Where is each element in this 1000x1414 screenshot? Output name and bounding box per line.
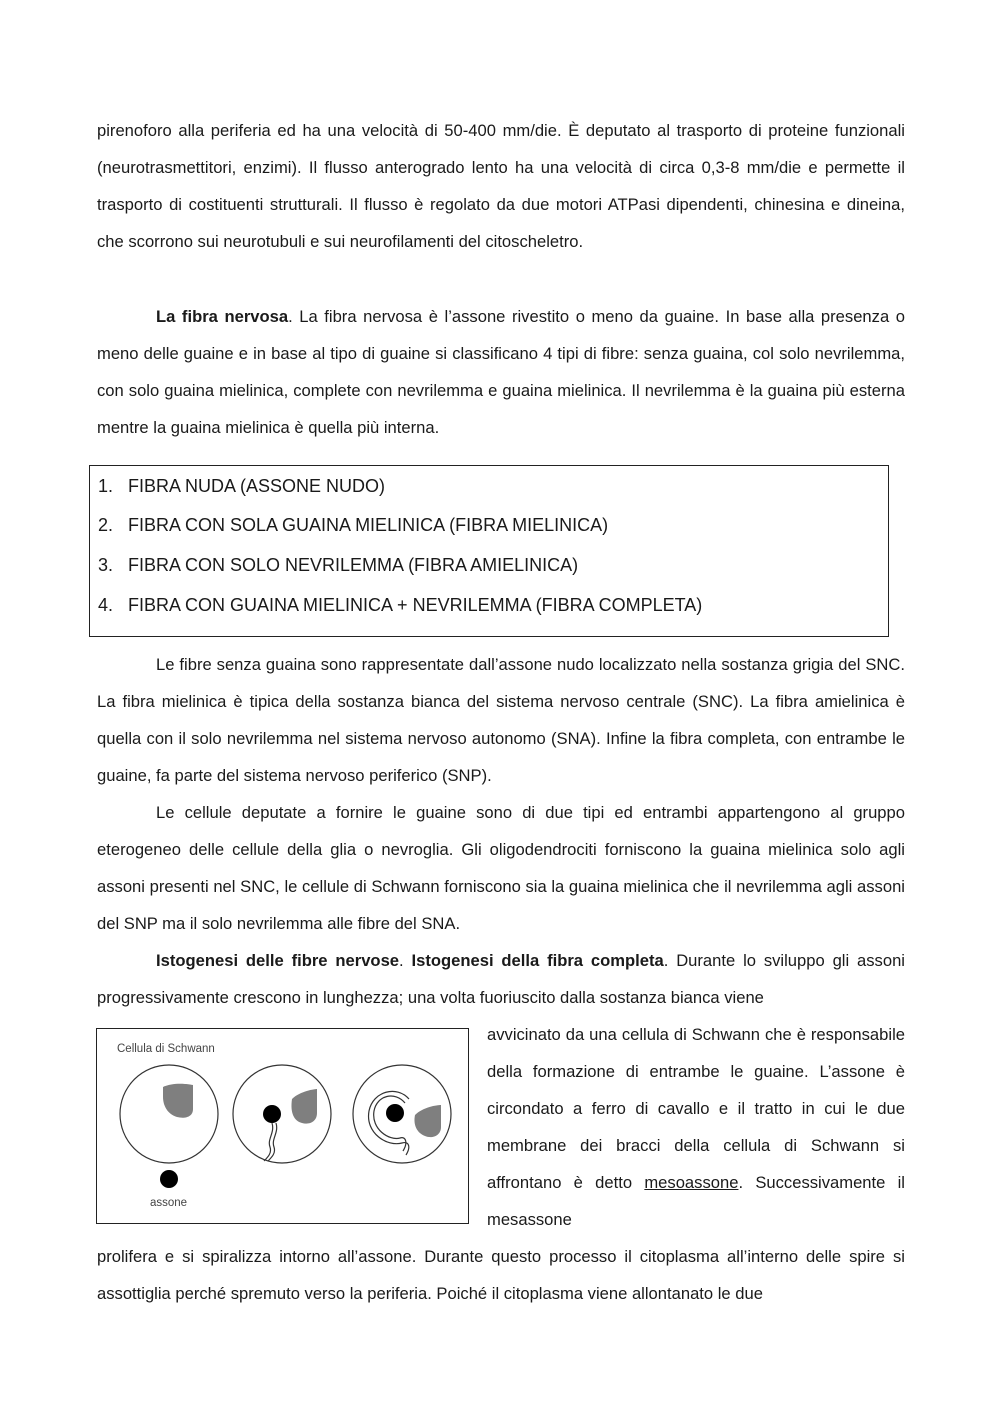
list-item: 4. FIBRA CON GUAINA MIELINICA + NEVRILEMMA (FIBRA COMPLETA)	[98, 595, 703, 615]
heading-histogenesis: Istogenesi delle fibre nervose	[156, 951, 400, 970]
axon-2	[263, 1105, 281, 1123]
figure-label-axon: assone	[150, 1197, 188, 1209]
list-item: 1. FIBRA NUDA (ASSONE NUDO)	[98, 476, 386, 496]
paragraph-spiralization: prolifera e si spiralizza intorno all’assone. Durante questo processo il citoplasma all’interno delle spire si assottiglia perché spremuto verso la periferia. Poiché il citoplasma viene allontanato le due	[97, 1247, 905, 1303]
paragraph-histogenesis: Istogenesi delle fibre nervose. Istogenesi della fibra completa. Durante lo sviluppo gli assoni progressivamente crescono in lunghezza; una volta fuoriuscito dalla sostanza bianca viene	[97, 951, 905, 1007]
schwann-cell-1	[120, 1065, 218, 1163]
term-mesoassone: mesoassone	[644, 1173, 739, 1192]
heading-histogenesis-complete: Istogenesi della fibra completa	[411, 951, 664, 970]
axon-3	[386, 1104, 404, 1122]
paragraph-nerve-fiber	[97, 298, 905, 446]
paragraph-nerve-fiber-text: . La fibra nervosa è l’assone rivestito o meno da guaine. In base alla presenza o meno delle guaine e in base al tipo di guaine si classificano 4 tipi di fibre: senza guaina, col solo nevrilemma, con solo guaina mielinica, complete con nevrilemma e guaina mielinica. Il nevrilemma è la guaina più esterna mentre la guaina mielinica è quella più interna.	[97, 307, 905, 437]
paragraph-axonal-transport: pirenoforo alla periferia ed ha una velocità di 50-400 mm/die. È deputato al trasporto di proteine funzionali (neurotrasmettitori, enzimi). Il flusso anterogrado lento ha una velocità di circa 0,3-8 mm/die e permette il trasporto di costituenti strutturali. Il flusso è regolato da due motori ATPasi dipendenti, chinesina e dineina, che scorrono sui neurotubuli e sui neurofilamenti del citoscheletro.	[97, 121, 905, 251]
list-item: 2. FIBRA CON SOLA GUAINA MIELINICA (FIBRA MIELINICA)	[98, 515, 609, 535]
axon-1	[160, 1170, 178, 1188]
fiber-types-box	[89, 465, 889, 637]
paragraph-fiber-locations: Le fibre senza guaina sono rappresentate dall’assone nudo localizzato nella sostanza grigia del SNC. La fibra mielinica è tipica della sostanza bianca del sistema nervoso centrale (SNC). La fibra amielinica è quella con il solo nevrilemma nel sistema nervoso autonomo (SNA). Infine la fibra completa, con entrambe le guaine, fa parte del sistema nervoso periferico (SNP).	[97, 655, 905, 785]
schwann-diagram	[97, 1029, 470, 1225]
paragraph-schwann-wrap: avvicinato da una cellula di Schwann che è responsabile della formazione di entrambe le guaine. L’assone è circondato a ferro di cavallo e il tratto in cui le due membrane dei bracci della cellula di Schwann si affrontano è detto mesoassone. Successivamente il mesassone	[487, 1025, 905, 1229]
list-item: 3. FIBRA CON SOLO NEVRILEMMA (FIBRA AMIELINICA)	[98, 555, 579, 575]
schwann-cell-figure	[96, 1028, 469, 1224]
figure-label-schwann: Cellula di Schwann	[117, 1043, 215, 1055]
paragraph-sheath-cells: Le cellule deputate a fornire le guaine sono di due tipi ed entrambi appartengono al gruppo eterogeneo delle cellule della glia o nevroglia. Gli oligodendrociti forniscono la guaina mielinica solo agli assoni presenti nel SNC, le cellule di Schwann forniscono sia la guaina mielinica che il nevrilemma agli assoni del SNP ma il solo nevrilemma alle fibre del SNA.	[97, 803, 905, 933]
heading-nerve-fiber: La fibra nervosa	[156, 307, 289, 326]
